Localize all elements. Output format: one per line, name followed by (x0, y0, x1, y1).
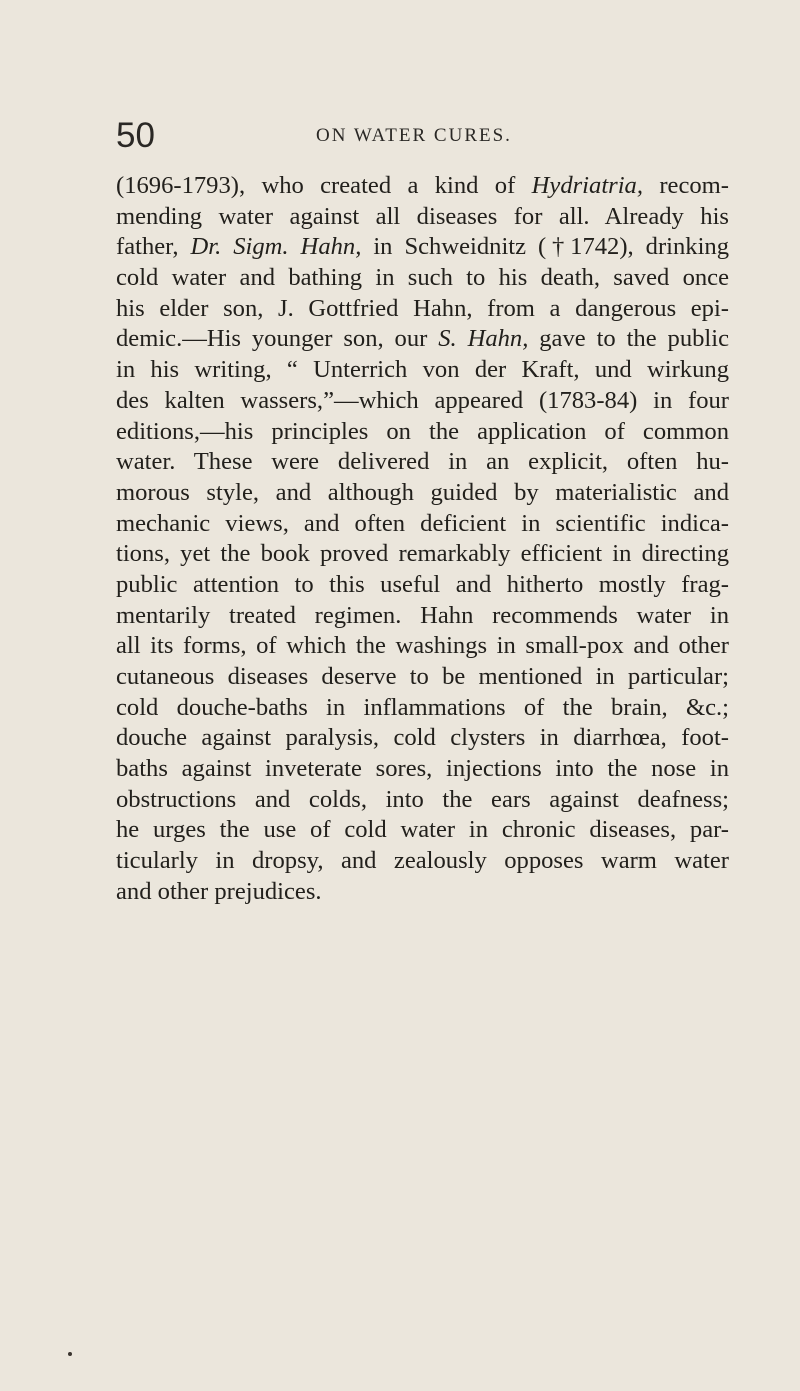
text-segment: baths against inveterate sores, injections into the nose in (116, 755, 729, 783)
text-segment: obstructions and colds, into the ears against deafness; (116, 785, 729, 813)
italic-segment: Hydriatria, (531, 172, 643, 199)
text-line (116, 693, 729, 724)
text-segment: tions, yet the book proved remarkably efficient in directing (116, 540, 729, 568)
text-line (116, 723, 729, 754)
text-line (116, 232, 729, 263)
text-line (116, 263, 729, 294)
italic-segment: Dr. Sigm. Hahn, (190, 233, 362, 261)
text-segment: cold water and bathing in such to his death, saved once (116, 264, 729, 292)
running-head (116, 116, 726, 156)
paper-speck (68, 1352, 72, 1356)
body-paragraph (116, 171, 729, 908)
text-segment: in his writing, “ Unterrich von der Kraft, und wirkung (116, 356, 729, 384)
text-line (116, 815, 729, 846)
text-segment: and other prejudices. (116, 877, 322, 905)
text-segment: public attention to this useful and hitherto mostly frag- (116, 570, 729, 598)
page-number: 50 (116, 116, 155, 155)
text-line (116, 202, 729, 233)
text-line (116, 539, 729, 570)
text-line (116, 754, 729, 785)
text-line (116, 631, 729, 662)
text-segment: editions,—his principles on the application of common (116, 417, 729, 445)
text-line (116, 447, 729, 478)
text-line (116, 478, 729, 509)
text-line (116, 417, 729, 448)
text-segment: in Schweidnitz (†1742), drinking (361, 233, 730, 261)
text-line (116, 509, 729, 540)
text-segment: morous style, and although guided by materialistic and (116, 478, 729, 506)
text-segment: gave to the public (528, 325, 729, 353)
text-segment: his elder son, J. Gottfried Hahn, from a dangerous epi- (116, 294, 729, 322)
text-line (116, 662, 729, 693)
running-title: ON WATER CURES. (316, 125, 512, 146)
text-line (116, 171, 729, 202)
text-segment: water. These were delivered in an explicit, often hu- (116, 448, 729, 476)
text-segment: douche against paralysis, cold clysters in diarrhœa, foot- (116, 724, 729, 752)
text-segment: mending water against all diseases for all. Already his (116, 202, 729, 230)
text-line (116, 846, 729, 877)
text-line (116, 294, 729, 325)
text-segment: demic.—His younger son, our (116, 325, 439, 353)
text-line (116, 877, 729, 908)
text-segment: he urges the use of cold water in chronic diseases, par- (116, 816, 729, 844)
text-segment: all its forms, of which the washings in small-pox and other (116, 632, 729, 660)
text-segment: (1696-1793), who created a kind of (116, 172, 532, 199)
text-segment: mechanic views, and often deficient in scientific indica- (116, 509, 729, 537)
text-segment: des kalten wassers,”—which appeared (1783-84) in four (116, 386, 729, 414)
text-segment: cutaneous diseases deserve to be mentioned in particular; (116, 663, 729, 690)
text-segment: mentarily treated regimen. Hahn recommends water in (116, 601, 729, 629)
text-line (116, 324, 729, 355)
text-segment: ticularly in dropsy, and zealously opposes warm water (116, 847, 729, 875)
text-segment: father, (116, 233, 191, 261)
text-line (116, 386, 729, 417)
italic-segment: S. Hahn, (438, 325, 529, 353)
text-line (116, 570, 729, 601)
text-line (116, 601, 729, 632)
text-segment: cold douche-baths in inflammations of the brain, &c.; (116, 693, 729, 721)
text-segment: recom- (643, 172, 729, 199)
text-line (116, 785, 729, 816)
text-line (116, 355, 729, 386)
